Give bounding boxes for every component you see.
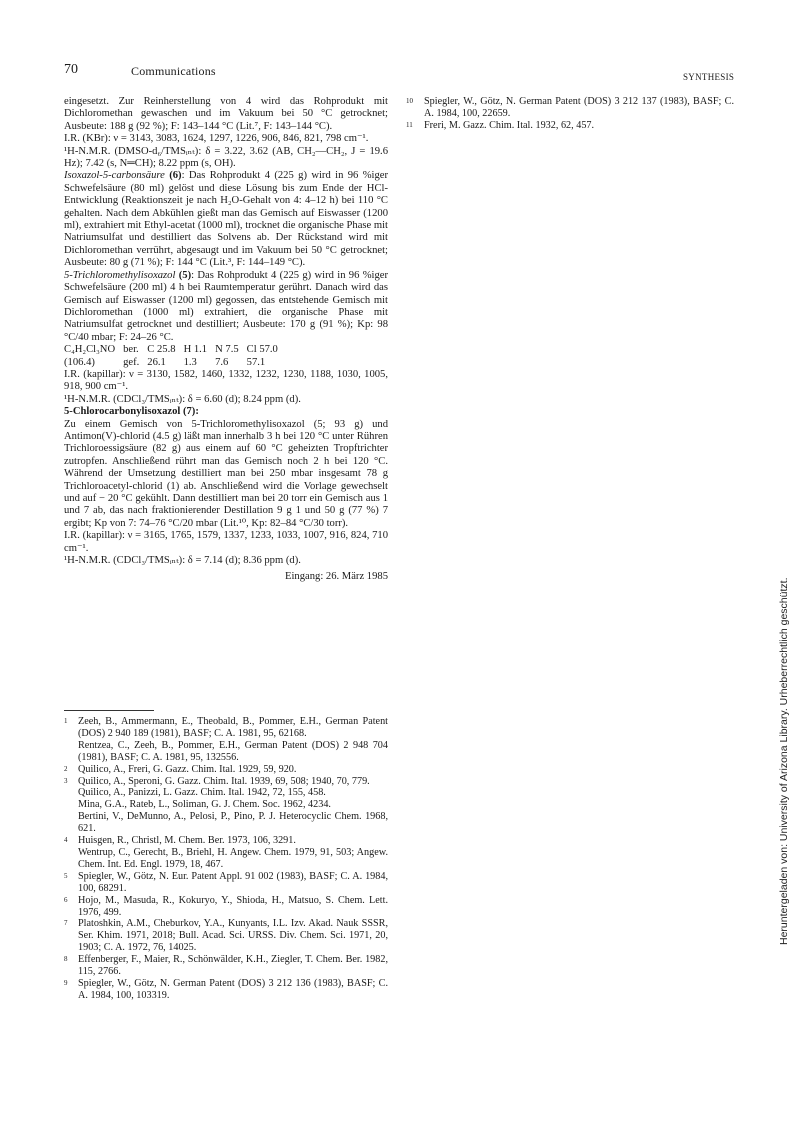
footnote-text: Spiegler, W., Götz, N. Eur. Patent Appl. 91 002 (1983), BASF; C. A. 1984, 100, 68291. [78,870,388,894]
analysis-cell: (106.4) [64,356,95,368]
footnote-text: Quilico, A., Freri, G. Gazz. Chim. Ital. 1929, 59, 920. [78,763,297,775]
elemental-analysis-table [64,344,286,369]
nmr-data-4: ¹H-N.M.R. (DMSO-d₆/TMSᵢₙₜ): δ = 3.22, 3.62 (AB, CH₂—CH₂, J = 19.6 Hz); 7.42 (s, N═CH); 8.22 ppm (s, OH). [64,145,388,170]
ir-data-7: I.R. (kapillar): ν = 3165, 1765, 1579, 1337, 1233, 1033, 1007, 916, 824, 710 cm⁻¹. [64,530,388,554]
analysis-cell: N 7.5 [215,344,239,356]
paragraph-compound-6 [64,170,388,269]
paragraph-compound-7: Zu einem Gemisch von 5-Trichloromethylisoxazol (5; 93 g) und Antimon(V)-chlorid (4.5 g) läßt man innerhalb 3 h bei 120 °C unter Rühren Trichloroessigsäure (82 g) aus einem auf 60 °C geheizten Tropftrichter zutropfen. Anschließend rührt man das Gemisch noch 2 h bei 120 °C. Während der Umsetzung destilliert man bei 250 mbar insgesamt 78 g Trichloroacetyl-chlorid (1) ab. Anschließend wird die Vorlage gewechselt und auf − 20 °C gekühlt. Dann destilliert man bei 20 torr ein Gemisch aus 1 und 7 ab, das nach fraktionierender Destillation 9 g 1 und 50 g (77 %) 7 ergibt; Kp von 7: 74–76 °C/20 mbar (Lit.¹⁰, Kp: 82–84 °C/30 torr). [64,418,388,529]
footnote-text: Effenberger, F., Maier, R., Schönwälder, K.H., Ziegler, T. Chem. Ber. 1982, 115, 2766. [78,954,388,978]
footnote-number: 6 [64,895,68,904]
footnote-item [64,716,388,764]
page-number: 70 [64,62,78,77]
analysis-cell: gef. [123,356,140,368]
footnote-item [64,954,388,978]
footnote-number: 7 [64,919,68,928]
right-reference-column [406,96,734,132]
footnote-text: Platoshkin, A.M., Cheburkov, Y.A., Kunyants, I.L. Izv. Akad. Nauk SSSR, Ser. Khim. 1971, 2018; Bull. Acad. Sci. URSS. Div. Chem. Sci. 1971, 20, 1903; C. A. 1972, 76, 14025. [78,918,388,954]
footnote-item [64,871,388,895]
download-notice-text: Heruntergeladen von: University of Arizona Library. Urheberrechtlich geschützt. [778,577,790,945]
footnote-item [64,918,388,954]
reference-text: Spiegler, W., Götz, N. German Patent (DOS) 3 212 137 (1983), BASF; C. A. 1984, 100, 22659. [424,96,734,119]
compound-6-name: Isoxazol-5-carbonsäure [64,170,165,182]
footnote-text: Huisgen, R., Christl, M. Chem. Ber. 1973, 106, 3291. Wentrup, C., Gerecht, B., Briehl, H. Angew. Chem. 1979, 91, 503; Angew. Chem. Int. Ed. Engl. 1979, 18, 467. [78,835,388,870]
footnote-text: Zeeh, B., Ammermann, E., Theobald, B., Pommer, E.H., German Patent (DOS) 2 940 189 (1981), BASF; C. A. 1981, 95, 62168. Rentzea, C., Zeeh, B., Pommer, E.H., German Patent (DOS) 2 948 704 (1981), BASF; C. A. 1981, 95, 132556. [78,716,388,763]
footnote-item [64,764,388,776]
footnote-item [64,835,388,871]
analysis-cell: 7.6 [215,356,229,368]
nmr-data-7: ¹H-N.M.R. (CDCl₃/TMSᵢₙₜ): δ = 7.14 (d); 8.36 ppm (d). [64,555,301,567]
compound-5-name: 5-Trichloromethylisoxazol [64,269,176,281]
ir-data-5: I.R. (kapillar): ν = 3130, 1582, 1460, 1332, 1232, 1230, 1188, 1030, 1005, 918, 900 cm⁻¹. [64,368,388,393]
footnote-text: Spiegler, W., Götz, N. German Patent (DOS) 3 212 136 (1983), BASF; C. A. 1984, 100, 103319. [78,977,388,1001]
analysis-cell: C 25.8 [147,344,176,356]
analysis-row-calculated [64,344,286,356]
footnote-number: 1 [64,717,68,725]
compound-5-procedure: : Das Rohprodukt 4 (225 g) wird in 96 %iger Schwefelsäure (200 ml) 4 h bei Raumtemperatur gerührt. Danach wird das Gemisch auf Eiswasser (1200 ml) gegossen, das entstehende Gemisch mit Dichloromethan (1000 ml) extrahiert, die organische Phase mit Natriumsulfat getrocknet und destilliert; Ausbeute: 170 g (91 %); Kp: 98 °C/40 mbar; F: 24–26 °C. [64,269,388,343]
footnote-text: Quilico, A., Speroni, G. Gazz. Chim. Ital. 1939, 69, 508; 1940, 70, 779. Quilico, A., Panizzi, L. Gazz. Chim. Ital. 1942, 72, 155, 458. Mina, G.A., Rateb, L., Soliman, G. J. Chem. Soc. 1962, 4234. Bertini, V., DeMunno, A., Pelosi, P., Pino, P. J. Heterocyclic Chem. 1968, 621. [78,775,388,835]
reference-number: 10 [406,97,413,105]
footnote-number: 2 [64,764,68,773]
analysis-row-found [64,357,286,369]
footnote-number: 5 [64,871,68,880]
footnote-number: 3 [64,776,68,785]
reference-item [406,96,734,120]
analysis-cell: H 1.1 [183,344,208,356]
footnote-number: 4 [64,836,68,845]
main-text-column [64,96,388,584]
section-title: Communications [131,64,216,78]
reference-text: Freri, M. Gazz. Chim. Ital. 1932, 62, 457. [424,119,595,131]
analysis-cell: Cl 57.0 [246,344,278,356]
footnote-number: 8 [64,955,68,964]
analysis-cell: 57.1 [246,356,266,368]
compound-7-heading: 5-Chlorocarbonylisoxazol (7): [64,406,199,418]
compound-5-number: (5) [178,269,192,281]
received-date: Eingang: 26. März 1985 [285,571,388,583]
ir-data-4: I.R. (KBr): ν = 3143, 3083, 1624, 1297, 1226, 906, 846, 821, 798 cm⁻¹. [64,133,369,145]
journal-name: SYNTHESIS [683,72,735,82]
footnote-number: 9 [64,978,68,987]
footnote-item [64,895,388,919]
footnote-item [64,978,388,1002]
footnote-text: Hojo, M., Masuda, R., Kokuryo, Y., Shioda, H., Matsuo, S. Chem. Lett. 1976, 499. [78,894,388,918]
nmr-data-5: ¹H-N.M.R. (CDCl₃/TMSᵢₙₜ): δ = 6.60 (d); 8.24 ppm (d). [64,393,301,405]
analysis-cell: 26.1 [147,356,166,368]
analysis-cell: ber. [123,344,139,356]
reference-item [406,120,734,132]
reference-number: 11 [406,120,413,129]
footnotes-list [64,716,388,1002]
analysis-cell: 1.3 [183,356,197,368]
compound-6-procedure: : Das Rohprodukt 4 (225 g) wird in 96 %iger Schwefelsäure (80 ml) gelöst und diese Lösung bis zum Ende der HCl-Entwicklung (Reaktionszeit je nach H₂O-Gehalt von 4: 4–12 h) bei 110 °C gehalten. Nach dem Abkühlen gießt man das Gemisch auf Eiswasser (1200 ml), extrahiert mit Ethyl-acetat (1000 ml), trocknet die organische Phase mit Natriumsulfat und destilliert das Solvens ab. Der Rückstand wird mit Dichloromethan verrührt, abgesaugt und im Vakuum bei 50 °C getrocknet; Ausbeute: 80 g (71 %); F: 144 °C (Lit.³, F: 144–149 °C). [64,170,388,269]
analysis-cell: C₄H₂Cl₃NO [64,344,116,356]
footnote-divider [64,710,154,711]
paragraph-compound-5 [64,270,388,344]
paragraph-workup: eingesetzt. Zur Reinherstellung von 4 wird das Rohprodukt mit Dichloromethan gewaschen und im Vakuum bei 50 °C getrocknet; Ausbeute: 188 g (92 %); F: 143–144 °C (Lit.⁷, F: 143–144 °C). [64,96,388,132]
compound-6-number: (6) [169,170,182,182]
footnote-item [64,776,388,836]
